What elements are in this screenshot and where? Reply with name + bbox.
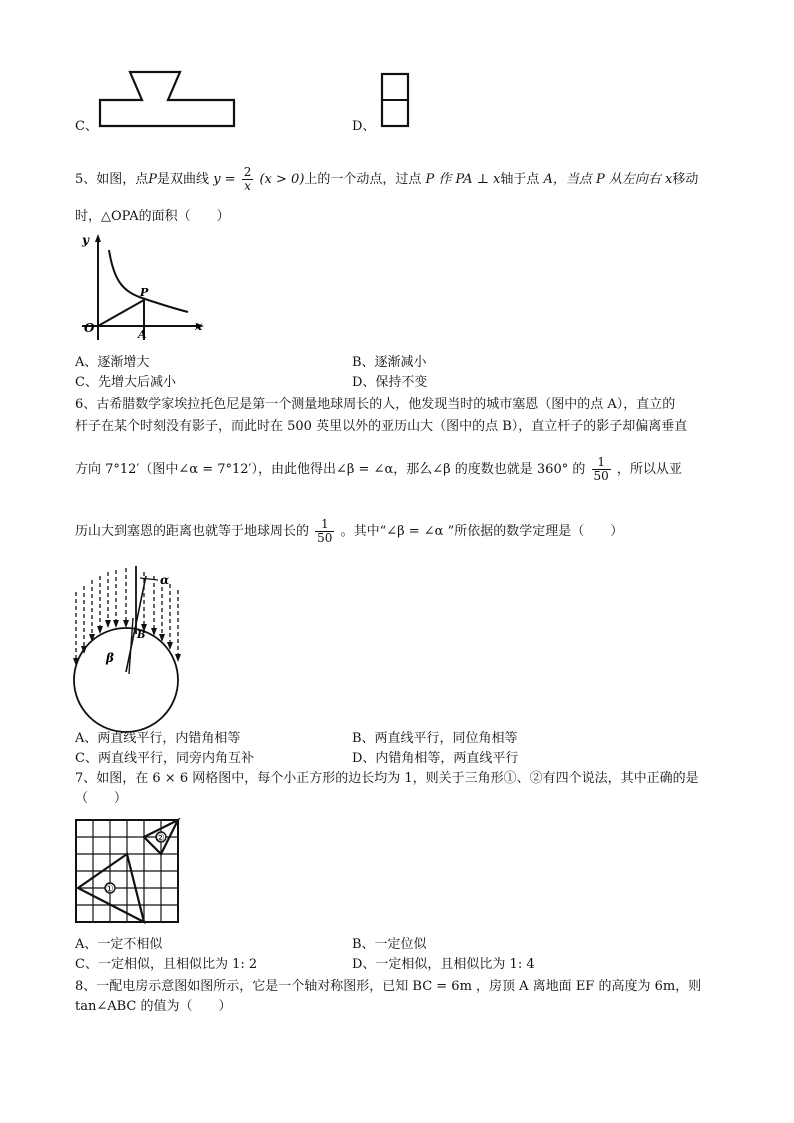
q5-fraction: $\frac{2}{x}$ xyxy=(243,165,252,193)
q8-question-line2: tan∠ABC 的值为（ ） xyxy=(75,999,232,1014)
q7-option-a[interactable]: A、一定不相似 xyxy=(75,937,163,952)
q4-option-d-figure xyxy=(380,72,410,128)
q6-question-line1: 6、古希腊数学家埃拉托色尼是第一个测量地球周长的人，他发现当时的城市塞恩（图中的点 A），直立的 xyxy=(75,397,676,412)
q6-option-c[interactable]: C、两直线平行，同旁内角互补 xyxy=(75,751,254,766)
q7-question-line2: （ ） xyxy=(75,791,128,806)
q7-fig-label-triangle-1: ① xyxy=(105,884,114,895)
q6-question-line4: 历山大到塞恩的距离也就等于地球周长的 $\frac{1}{50}$ 。其中“∠β = ∠α ”所依据的数学定理是（ ） xyxy=(75,517,624,545)
q7-grid-figure xyxy=(74,818,184,926)
q5-fig-label-p: P xyxy=(140,286,149,299)
q5-fig-label-o: O xyxy=(84,321,95,335)
q6-option-d[interactable]: D、内错角相等，两直线平行 xyxy=(352,751,519,766)
q4-option-d-label: D、 xyxy=(352,119,376,134)
q5-option-b[interactable]: B、逐渐减小 xyxy=(352,355,427,370)
q6-fig-label-alpha: α xyxy=(160,573,170,587)
q8-question-line1: 8、一配电房示意图如图所示，它是一个轴对称图形，已知 BC = 6m ，房顶 A 离地面 EF 的高度为 6m，则 xyxy=(75,979,702,994)
q5-question-line1: 5、如图，点P是双曲线 y = $\frac{2}{x}$ (x > 0)上的一个动点，过点 P 作 PA ⊥ x轴于点 A，当点 P 从左向右 x移动 xyxy=(75,165,699,193)
q6-option-b[interactable]: B、两直线平行，同位角相等 xyxy=(352,731,518,746)
q6-earth-figure xyxy=(70,562,190,736)
q5-option-d[interactable]: D、保持不变 xyxy=(352,375,428,390)
q7-option-b[interactable]: B、一定位似 xyxy=(352,937,427,952)
q6-option-a[interactable]: A、两直线平行，内错角相等 xyxy=(75,731,241,746)
q5-fig-label-a: A xyxy=(138,328,147,341)
q6-question-line3: 方向 7°12′（图中∠α = 7°12′），由此他得出∠β = ∠α，那么∠β 的度数也就是 360° 的 $\frac{1}{50}$ ，所以从亚 xyxy=(75,455,682,483)
q7-fig-label-triangle-2: ② xyxy=(156,833,165,844)
q5-fig-label-x: x xyxy=(195,319,203,333)
q7-option-c[interactable]: C、一定相似，且相似比为 1: 2 xyxy=(75,957,258,972)
q6-fig-label-beta: β xyxy=(106,651,114,665)
q4-option-c-figure xyxy=(96,70,238,130)
q5-option-a[interactable]: A、逐渐增大 xyxy=(75,355,150,370)
q7-question-line1: 7、如图，在 6 × 6 网格图中，每个小正方形的边长均为 1，则关于三角形①、②有四个说法，其中正确的是 xyxy=(75,771,699,786)
q6-fraction-1: $\frac{1}{50}$ xyxy=(593,455,609,483)
q5-hyperbola-figure xyxy=(76,230,210,346)
q4-option-c-label: C、 xyxy=(75,119,98,134)
q6-fig-label-b: B xyxy=(137,630,146,641)
q6-question-line2: 杆子在某个时刻没有影子，而此时在 500 英里以外的亚历山大（图中的点 B），直立杆子的影子却偏离垂直 xyxy=(75,419,688,434)
q5-option-c[interactable]: C、先增大后减小 xyxy=(75,375,176,390)
q7-option-d[interactable]: D、一定相似，且相似比为 1: 4 xyxy=(352,957,535,972)
q5-fig-label-y: y xyxy=(82,233,89,247)
q6-fraction-2: $\frac{1}{50}$ xyxy=(317,517,333,545)
q5-question-line2: 时，△OPA的面积（ ） xyxy=(75,209,230,224)
